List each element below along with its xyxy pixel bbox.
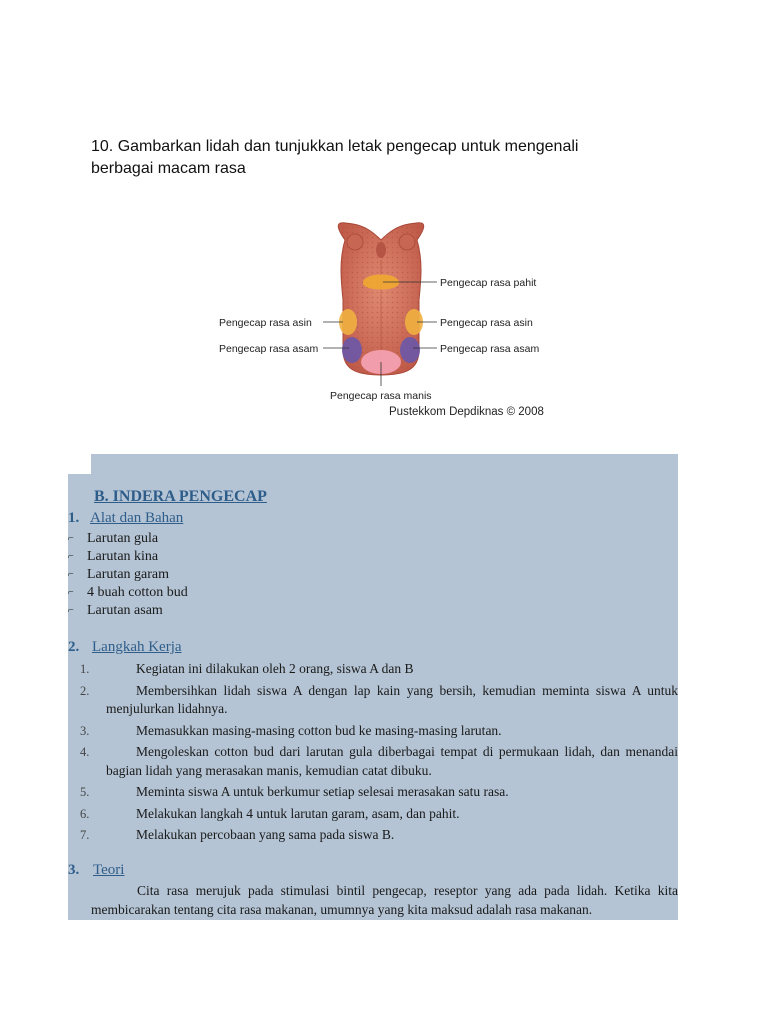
step-item bbox=[80, 805, 678, 824]
question-text bbox=[91, 136, 651, 180]
step-text: Meminta siswa A untuk berkumur setiap selesai merasakan satu rasa. bbox=[136, 784, 509, 799]
step-item bbox=[80, 826, 678, 845]
step-item bbox=[80, 682, 678, 719]
label-sour-left: Pengecap rasa asam bbox=[219, 343, 319, 355]
theory-title: Teori bbox=[93, 862, 125, 878]
label-salty-left: Pengecap rasa asin bbox=[219, 317, 312, 329]
checkbox-bullet-icon: ⌐ bbox=[68, 551, 74, 562]
theory-heading bbox=[68, 862, 124, 879]
question-line-2: berbagai macam rasa bbox=[91, 160, 246, 177]
list-item-text: 4 buah cotton bud bbox=[87, 585, 188, 600]
label-sweet: Pengecap rasa manis bbox=[330, 390, 432, 402]
step-number: 7. bbox=[80, 828, 90, 842]
step-number: 4. bbox=[80, 745, 90, 759]
list-item bbox=[68, 584, 188, 602]
list-item bbox=[68, 530, 188, 548]
list-item-text: Larutan garam bbox=[87, 567, 170, 582]
steps-title: Langkah Kerja bbox=[92, 639, 182, 655]
list-item bbox=[68, 566, 188, 584]
step-text: Kegiatan ini dilakukan oleh 2 orang, siswa A dan B bbox=[136, 661, 414, 676]
step-number: 1. bbox=[80, 662, 90, 676]
step-text: Mengoleskan cotton bud dari larutan gula diberbagai tempat di permukaan lidah, dan menandai bagian lidah yang merasakan manis, kemudian catat dibuku. bbox=[106, 744, 678, 778]
question-line-1: 10. Gambarkan lidah dan tunjukkan letak pengecap untuk mengenali bbox=[91, 138, 579, 155]
theory-text: Cita rasa merujuk pada stimulasi bintil pengecap, reseptor yang ada pada lidah. Ketika kita membicarakan tentang cita rasa makanan, umumnya yang kita maksud adalah rasa makanan. bbox=[91, 883, 678, 917]
section-background-top bbox=[91, 454, 678, 474]
step-item bbox=[80, 660, 678, 679]
materials-title: Alat dan Bahan bbox=[90, 510, 184, 526]
label-sour-right: Pengecap rasa asam bbox=[440, 343, 540, 355]
list-item bbox=[68, 602, 188, 620]
section-title: B. INDERA PENGECAP bbox=[94, 488, 267, 505]
step-text: Melakukan percobaan yang sama pada siswa B. bbox=[136, 827, 395, 842]
checkbox-bullet-icon: ⌐ bbox=[68, 533, 74, 544]
tongue-diagram bbox=[205, 210, 565, 425]
checkbox-bullet-icon: ⌐ bbox=[68, 587, 74, 598]
steps-heading bbox=[68, 639, 182, 656]
figure-credit: Pustekkom Depdiknas © 2008 bbox=[389, 406, 544, 418]
checkbox-bullet-icon: ⌐ bbox=[68, 605, 74, 616]
materials-list bbox=[68, 530, 188, 620]
sour-zone-left bbox=[342, 337, 362, 363]
list-item-text: Larutan kina bbox=[87, 549, 159, 564]
steps-number: 2. bbox=[68, 639, 80, 655]
materials-number: 1. bbox=[68, 510, 80, 526]
list-item-text: Larutan gula bbox=[87, 531, 159, 546]
step-number: 2. bbox=[80, 683, 90, 698]
step-text: Membersihkan lidah siswa A dengan lap kain yang bersih, kemudian meminta siswa A untuk menjulurkan lidahnya. bbox=[106, 682, 678, 716]
materials-heading bbox=[68, 510, 183, 527]
checkbox-bullet-icon: ⌐ bbox=[68, 569, 74, 580]
label-bitter: Pengecap rasa pahit bbox=[440, 277, 537, 289]
step-item bbox=[80, 783, 678, 802]
label-salty-right: Pengecap rasa asin bbox=[440, 317, 533, 329]
step-item bbox=[80, 722, 678, 741]
step-number: 3. bbox=[80, 723, 90, 738]
step-number: 6. bbox=[80, 806, 90, 821]
step-item bbox=[80, 743, 678, 780]
step-text: Memasukkan masing-masing cotton bud ke masing-masing larutan. bbox=[136, 722, 502, 738]
sour-zone-right bbox=[400, 337, 420, 363]
theory-number: 3. bbox=[68, 862, 80, 878]
step-text: Melakukan langkah 4 untuk larutan garam, asam, dan pahit. bbox=[136, 805, 460, 821]
list-item-text: Larutan asam bbox=[87, 603, 163, 618]
steps-list bbox=[80, 660, 678, 848]
step-number: 5. bbox=[80, 785, 90, 799]
list-item bbox=[68, 548, 188, 566]
